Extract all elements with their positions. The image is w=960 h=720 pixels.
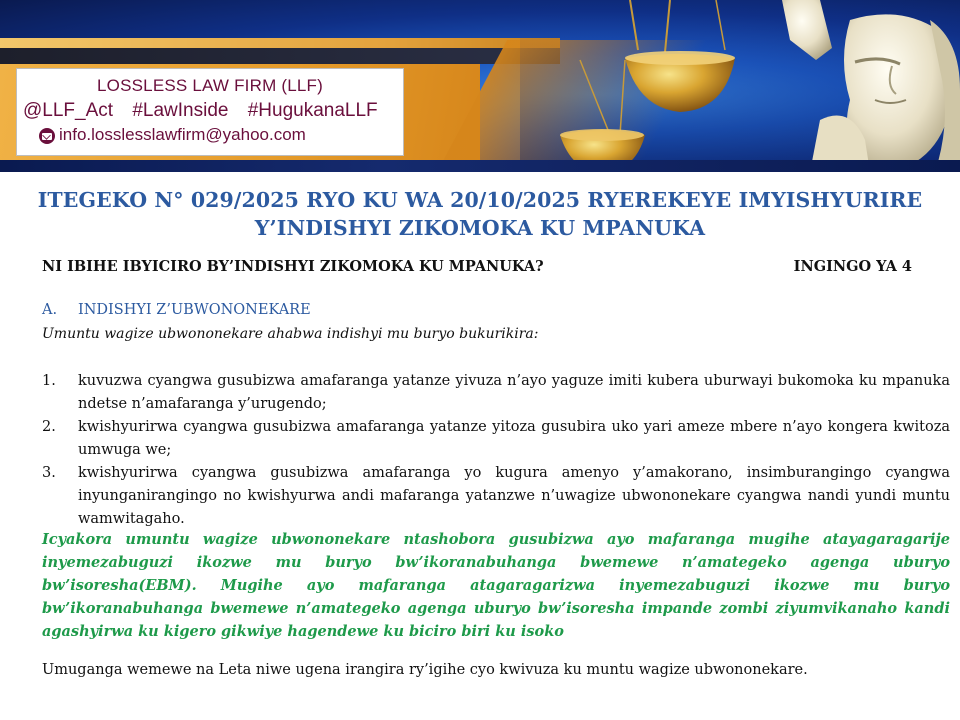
subsection-title: INDISHYI Z’UBWONONEKARE [78,302,311,318]
list-item-text: kwishyurirwa cyangwa gusubizwa amafaranga yatanze yitoza gusubira uko yari ameze mbere n’ayo kongera kwitoza umwuga we; [78,419,950,458]
banner-stripe [0,38,560,48]
section-heading: NI IBIHE IBYICIRO BY’INDISHYI ZIKOMOKA KU MPANUKA? [42,258,544,275]
law-title: ITEGEKO N° 029/2025 RYO KU WA 20/10/2025 RYEREKEYE IMYISHYURIRE [37,188,923,212]
firm-logo [16,68,404,156]
firm-email: info.losslesslawfirm@yahoo.com [59,125,306,144]
header-banner [0,0,960,172]
subsection-heading [42,302,311,318]
list-item-number: 2. [42,419,56,435]
social-tags [23,100,392,122]
list-item-number: 1. [42,373,56,389]
justice-statue-image [520,0,960,172]
intro-text: Umuntu wagize ubwononekare ahabwa indishyi mu buryo bukurikira: [42,326,539,342]
list-item [42,416,950,462]
list-item [42,462,950,531]
law-title: Y’INDISHYI ZIKOMOKA KU MPANUKA [254,216,706,240]
article-label: INGINGO YA 4 [793,258,912,275]
list-item-text: kuvuzwa cyangwa gusubizwa amafaranga yatanze yivuza n’ayo yaguze imiti kubera uburwayi bukomoka ku mpanuka ndetse n’amafaranga y’urugendo; [78,373,950,412]
subsection-letter: A. [42,302,58,318]
list-item-number: 3. [42,465,56,481]
closing-text: Umuganga wemewe na Leta niwe ugena irangira ry’igihe cyo kwivuza ku muntu wagize ubwononekare. [42,662,808,678]
mail-icon [39,128,55,144]
firm-name: LOSSLESS LAW FIRM (LLF) [97,76,323,95]
exception-note: Icyakora umuntu wagize ubwononekare ntashobora gusubizwa ayo mafaranga mugihe atayagaragarije inyemezabuguzi ikozwe mu buryo bw’ikoranabuhanga bwemewe n’amategeko agenga uburyo bw’isoresha(EBM). Mugihe ayo mafaranga atagaragarizwa inyemezabuguzi ikozwe mu buryo bw’ikoranabuhanga bwemewe n’amategeko agenga uburyo bw’isoresha impande zombi ziyumvikanaho kandi agashyirwa ku kigero gikwiye hagendewe ku biciro biri ku isoko [42,531,950,640]
numbered-list [42,370,950,531]
list-item-text: kwishyurirwa cyangwa gusubizwa amafaranga yo kugura amenyo y’amakorano, insimburangingo cyangwa inyunganirangingo no kwishyurwa andi mafaranga yatanzwe n’uwagize ubwononekare cyangwa nandi yundi muntu wamwitagaho. [78,465,950,527]
banner-stripe [0,48,560,64]
social-tag: @LLF_Act [23,100,114,121]
banner-stripe [0,160,960,172]
social-tag: #HugukanaLLF [247,100,378,121]
list-item [42,370,950,416]
social-tag: #LawInside [132,100,229,121]
